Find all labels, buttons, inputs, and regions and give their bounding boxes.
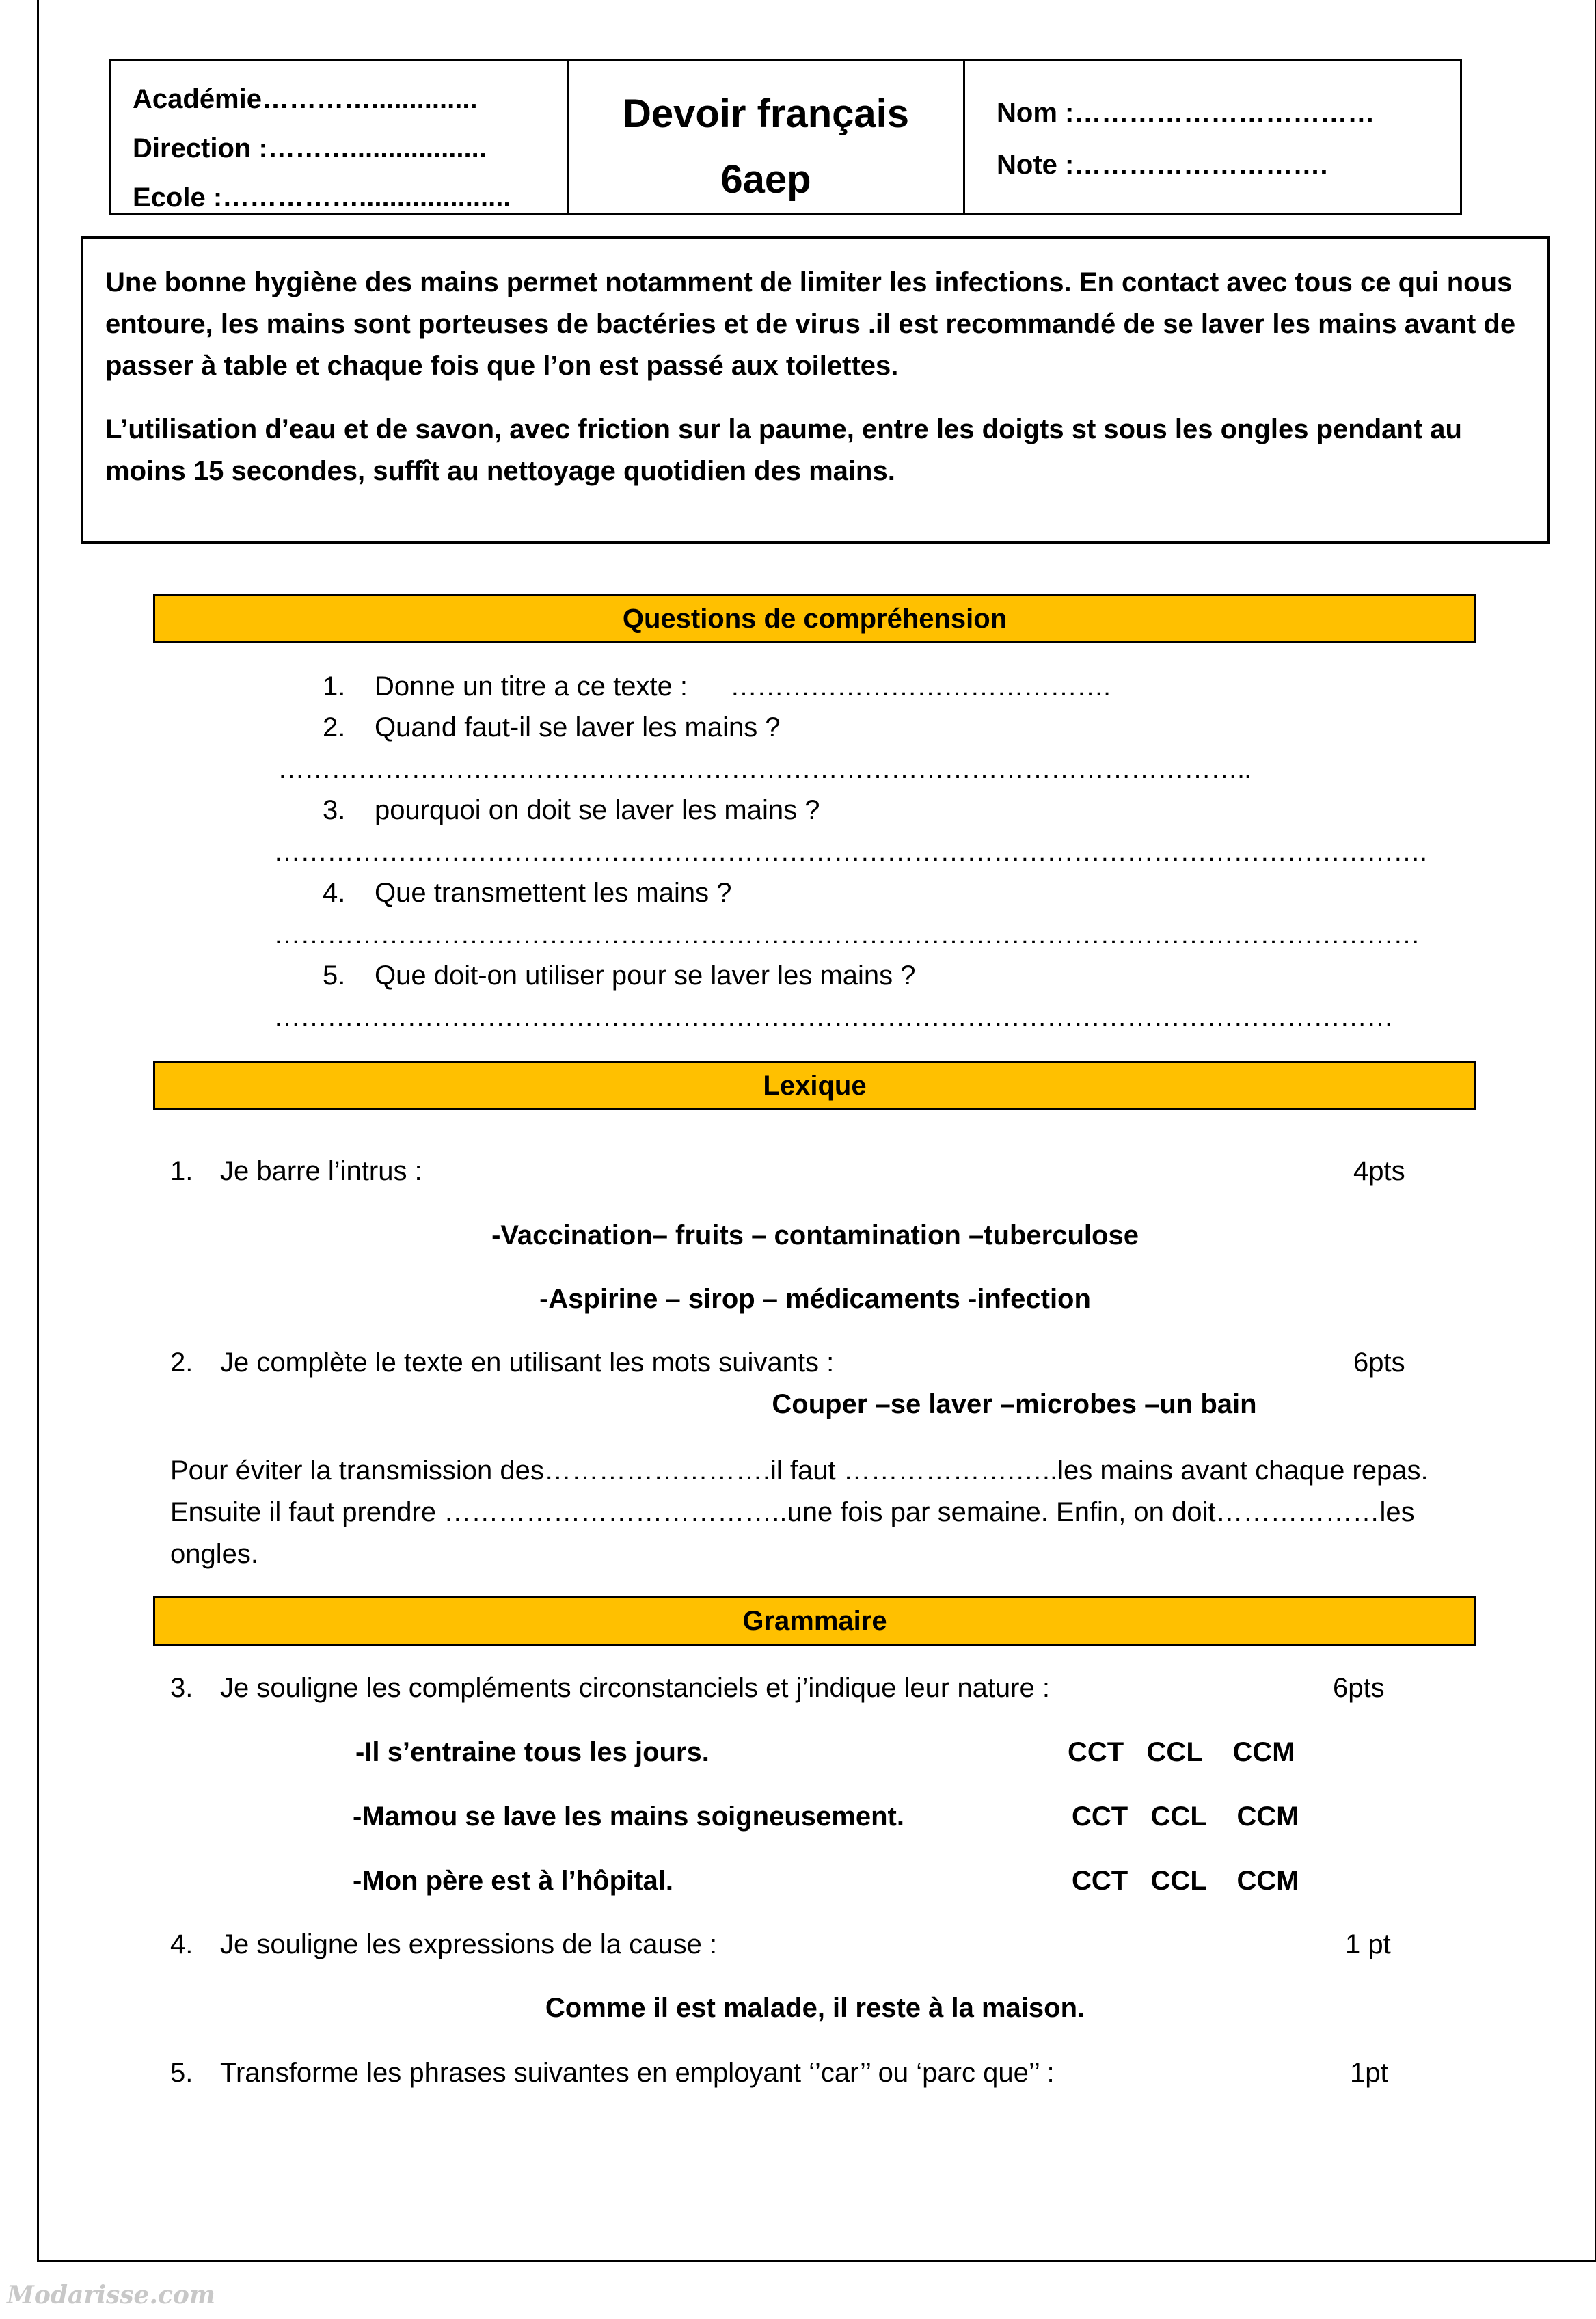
note-field: Note :………………………. bbox=[997, 150, 1328, 180]
school-info-cell bbox=[111, 61, 569, 213]
answer-blank[interactable]: ……………………………………………………………………………………………………………… bbox=[273, 1002, 1393, 1032]
question-text: Que transmettent les mains ? bbox=[375, 878, 732, 908]
nature-options[interactable]: CCT CCL CCM bbox=[1068, 1737, 1295, 1767]
grammar-sentence: -Il s’entraine tous les jours. bbox=[355, 1737, 709, 1767]
question-number: 5. bbox=[323, 961, 346, 991]
section-heading-grammaire: Grammaire bbox=[153, 1596, 1476, 1646]
question-number: 2. bbox=[170, 1348, 193, 1378]
question-text: Quand faut-il se laver les mains ? bbox=[375, 712, 781, 742]
question-number: 5. bbox=[170, 2058, 193, 2088]
nom-field: Nom :…………………………… bbox=[997, 98, 1375, 128]
question-number: 4. bbox=[170, 1929, 193, 1959]
watermark: Modarisse.com bbox=[7, 2281, 215, 2309]
question-number: 3. bbox=[323, 795, 346, 825]
ecole-field: Ecole :…………….................... bbox=[133, 183, 511, 213]
question-points: 1 pt bbox=[1345, 1929, 1391, 1959]
question-text: Je complète le texte en utilisant les mots suivants : bbox=[220, 1348, 835, 1378]
intrus-list: -Aspirine – sirop – médicaments -infection bbox=[539, 1284, 1091, 1314]
question-text: Je souligne les expressions de la cause : bbox=[220, 1929, 718, 1959]
question-points: 1pt bbox=[1350, 2058, 1388, 2088]
answer-blank[interactable]: ……………………………………………………………………………………………….. bbox=[278, 754, 1252, 784]
grammar-sentence: -Mamou se lave les mains soigneusement. bbox=[353, 1801, 904, 1832]
question-number: 1. bbox=[170, 1156, 193, 1186]
header-table bbox=[109, 59, 1462, 215]
answer-blank[interactable]: ………………………………………………………………………………………………………………… bbox=[273, 920, 1420, 950]
passage-paragraph: Une bonne hygiène des mains permet notamment de limiter les infections. En contact avec tous ce qui nous entoure, les mains sont porteuses de bactéries et de virus .il est recommandé de se laver les mains avant de passer à table et chaque fois que l’on est passé aux toilettes. bbox=[105, 267, 1516, 381]
question-number: 1. bbox=[323, 671, 346, 701]
exam-level: 6aep bbox=[720, 157, 811, 202]
question-number: 4. bbox=[323, 878, 346, 908]
question-points: 4pts bbox=[1353, 1156, 1405, 1186]
passage-paragraph: L’utilisation d’eau et de savon, avec friction sur la paume, entre les doigts st sous les ongles pendant au moins 15 secondes, suffît au nettoyage quotidien des mains. bbox=[105, 414, 1462, 486]
question-number: 3. bbox=[170, 1673, 193, 1703]
question-text: Je souligne les compléments circonstanciels et j’indique leur nature : bbox=[220, 1673, 1050, 1703]
question-text: Que doit-on utiliser pour se laver les mains ? bbox=[375, 961, 916, 991]
reading-passage bbox=[81, 236, 1550, 544]
direction-field: Direction :……….................. bbox=[133, 133, 487, 163]
question-text: Donne un titre a ce texte : bbox=[375, 671, 688, 701]
question-points: 6pts bbox=[1333, 1673, 1385, 1703]
grammar-sentence: -Mon père est à l’hôpital. bbox=[353, 1866, 673, 1896]
section-heading-comprehension: Questions de compréhension bbox=[153, 594, 1476, 643]
academie-field: Académie………….............. bbox=[133, 84, 478, 114]
title-cell bbox=[569, 61, 965, 213]
question-points: 6pts bbox=[1353, 1348, 1405, 1378]
cause-sentence: Comme il est malade, il reste à la maison. bbox=[545, 1993, 1085, 2023]
student-info-cell bbox=[965, 61, 1460, 213]
question-number: 2. bbox=[323, 712, 346, 742]
answer-blank[interactable]: …………………………………………………………………………………………………………………. bbox=[273, 837, 1427, 867]
word-bank: Couper –se laver –microbes –un bain bbox=[772, 1389, 1257, 1419]
cloze-line: Ensuite il faut prendre ………………………………..une fois par semaine. Enfin, on doit………………les bbox=[170, 1497, 1415, 1527]
question-text: Je barre l’intrus : bbox=[220, 1156, 422, 1186]
question-text: pourquoi on doit se laver les mains ? bbox=[375, 795, 820, 825]
cloze-line: Pour éviter la transmission des…………………….il faut ……………….…..les mains avant chaque repas. bbox=[170, 1456, 1429, 1486]
nature-options[interactable]: CCT CCL CCM bbox=[1072, 1866, 1299, 1896]
cloze-line: ongles. bbox=[170, 1539, 258, 1569]
intrus-list: -Vaccination– fruits – contamination –tuberculose bbox=[491, 1220, 1139, 1250]
cloze-text bbox=[170, 1450, 1469, 1575]
nature-options[interactable]: CCT CCL CCM bbox=[1072, 1801, 1299, 1832]
section-heading-lexique: Lexique bbox=[153, 1061, 1476, 1110]
exam-title: Devoir français bbox=[622, 92, 910, 136]
question-text: Transforme les phrases suivantes en employant ‘’car’’ ou ‘parc que’’ : bbox=[220, 2058, 1055, 2088]
answer-blank[interactable]: ……………………………………. bbox=[730, 671, 1111, 701]
